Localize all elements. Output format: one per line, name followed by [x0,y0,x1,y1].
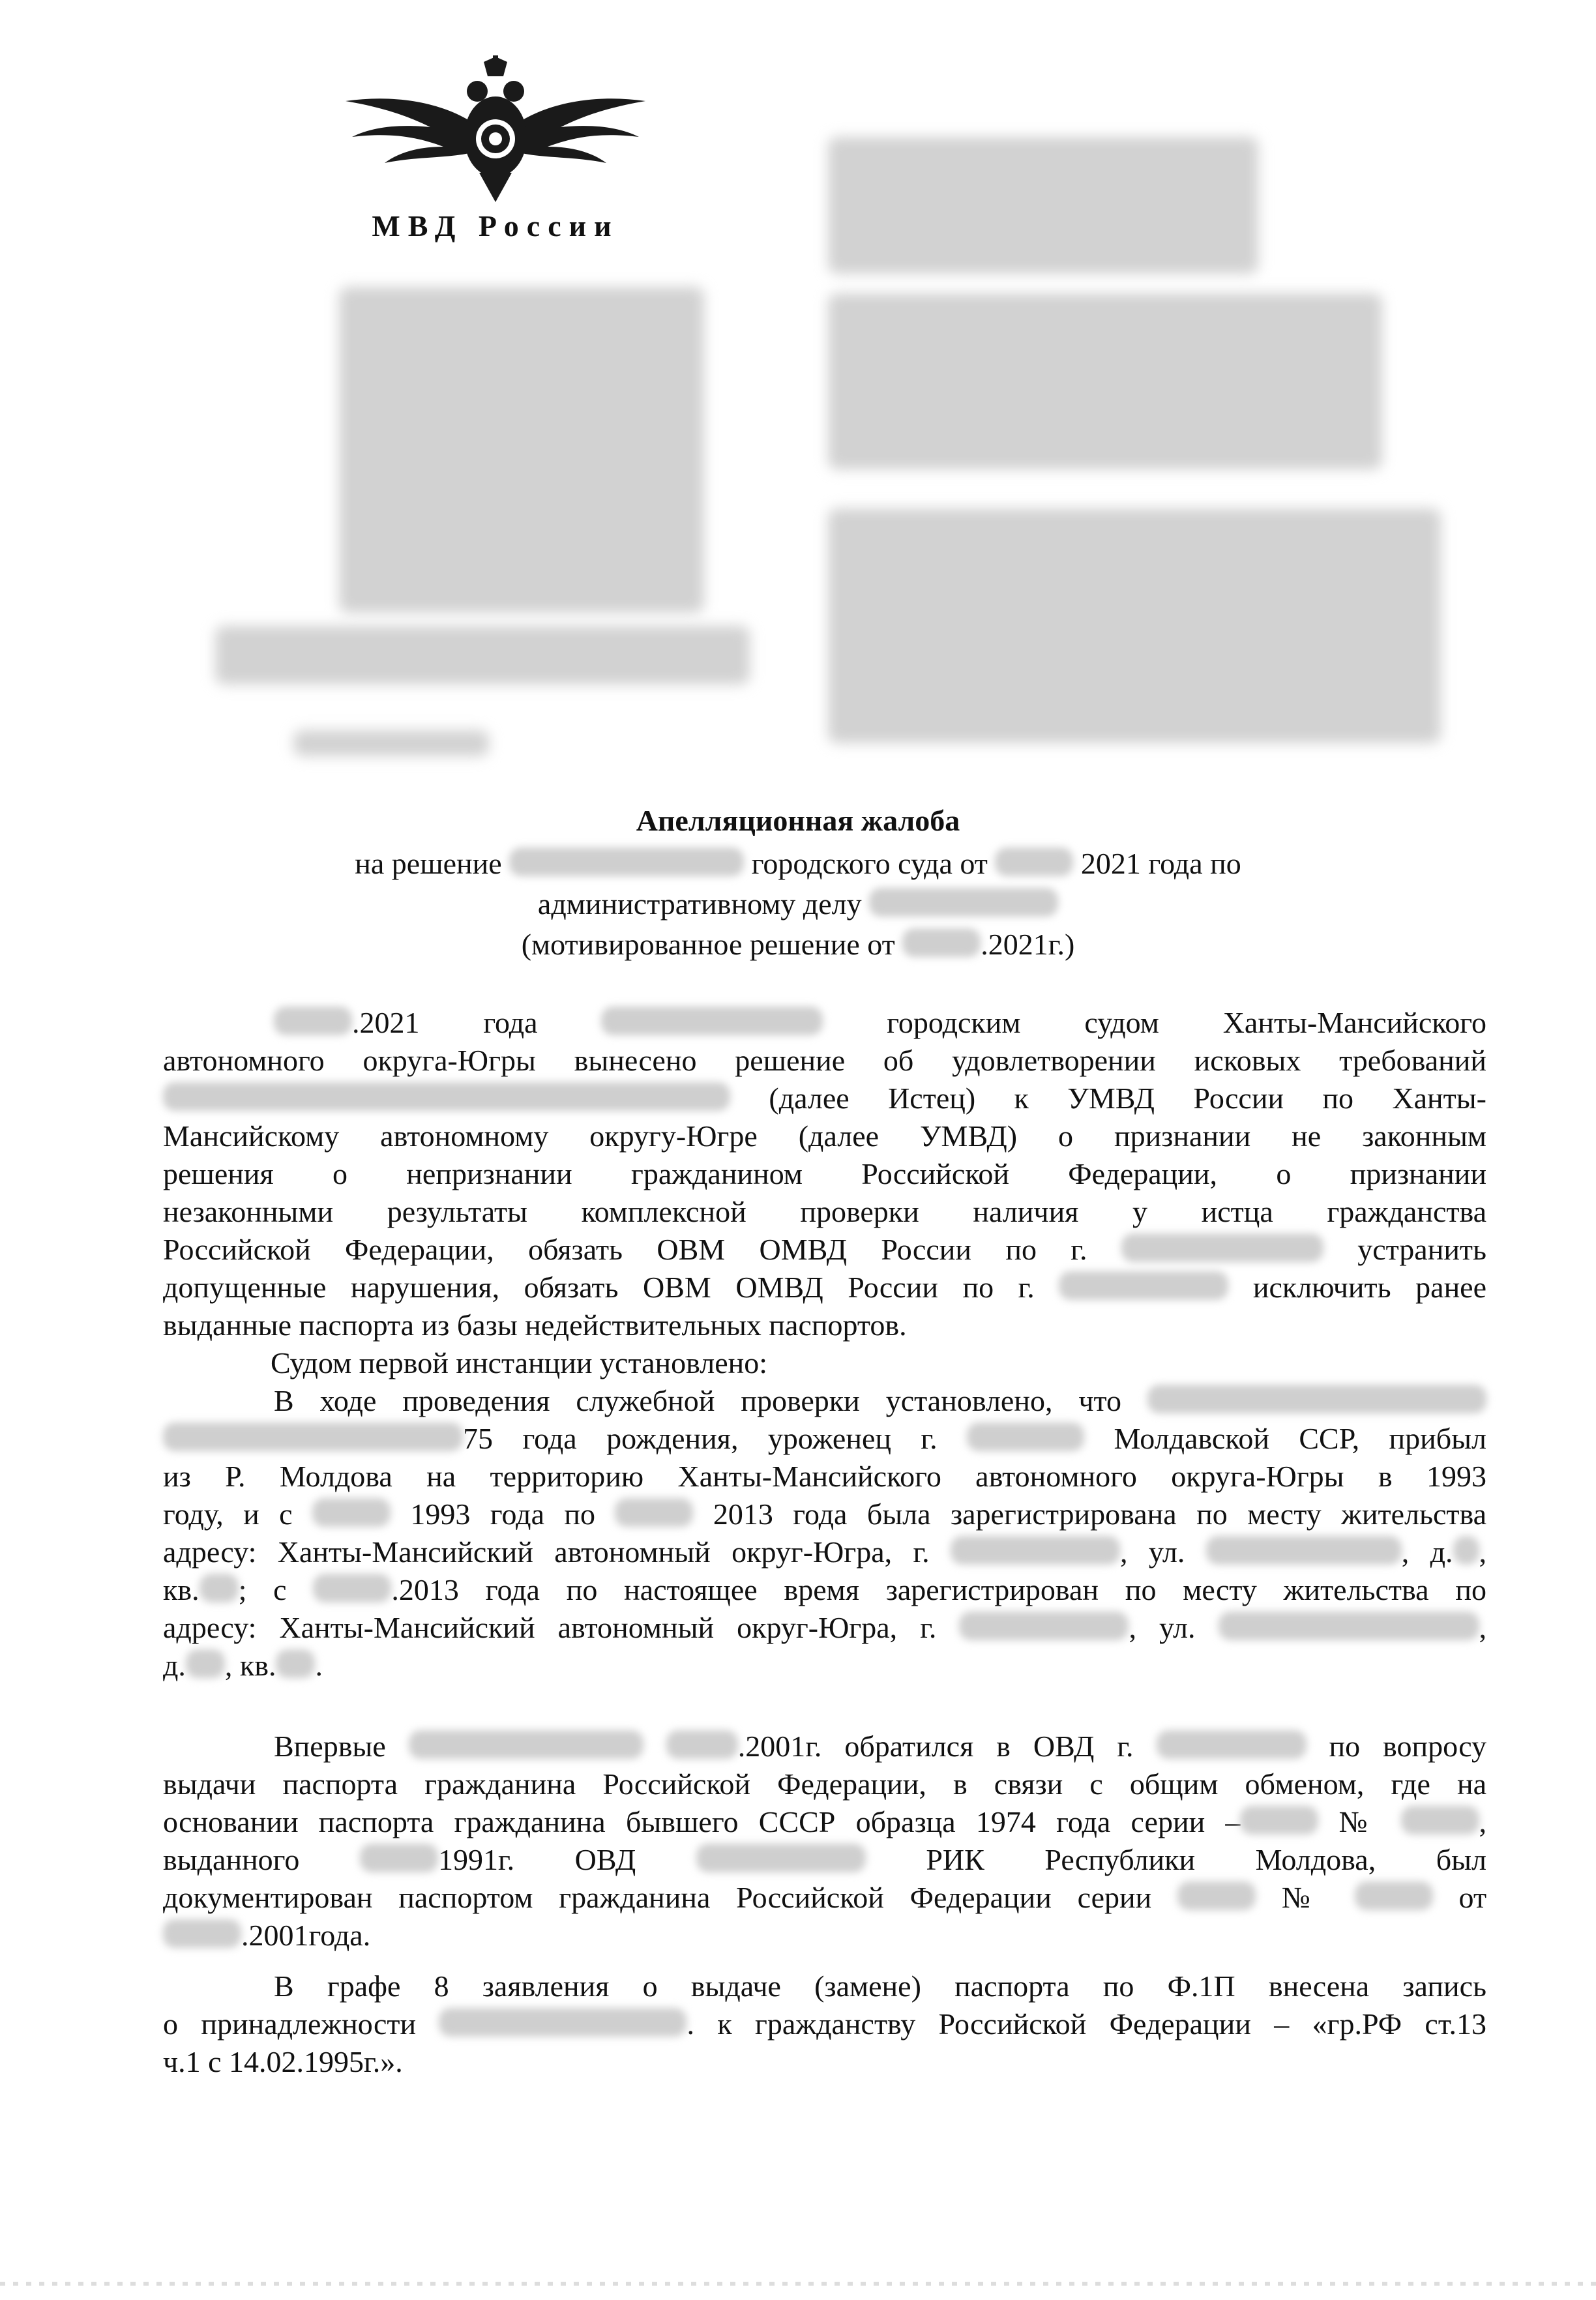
organization-name: МВД России [372,209,619,243]
title-line-2: на решение городского суда от 2021 года по [355,847,1241,880]
scan-edge-artifact [0,2282,1596,2286]
body-paragraph-5: В графе 8 заявления о выдаче (замене) паспорта по Ф.1П внесена запись о принадлежности . к гражданству Российской Федерации – «гр.РФ ст.13 ч.1 с 14.02.1995г.». [163,1969,1486,2078]
redacted-addressee-block [828,293,1382,469]
redacted-sender-block [339,287,704,613]
redacted-addressee-block [828,509,1441,743]
title-line-4: (мотивированное решение от .2021г.) [521,928,1075,961]
body-paragraph-1: .2021 года городским судом Ханты-Мансийского автономного округа-Югры вынесено решение об удовлетворении исковых требований (далее Истец) к УМВД России по Ханты- Мансийскому автономному округу-Югре (далее УМВД) о признании не законным решения о непризнании гражданином Российской Федерации, о признании незаконными результаты комплексной проверки наличия у истца гражданства Российской Федерации, обязать ОВМ ОМВД России по г. устранить допущенные нарушения, обязать ОВМ ОМВД России по г. исключить ранее выданные паспорта из базы недействительных паспортов. [163,1006,1487,1342]
redacted-sender-block [293,730,489,756]
body-paragraph-4: Впервые .2001г. обратился в ОВД г. по вопросу выдачи паспорта гражданина Российской Федерации, в связи с общим обменом, где на основании паспорта гражданина бывшего СССР образца 1974 года серии – № , выданного 1991г. ОВД РИК Республики Молдова, был документирован паспортом гражданина Российской Федерации серии № от .2001года. [163,1730,1487,1952]
redacted-sender-block [215,626,750,685]
title-line-3: административному делу [0,887,1596,921]
redacted-addressee-block [828,137,1258,274]
eagle-emblem-icon [339,55,652,205]
body-paragraph-2: Судом первой инстанции установлено: [271,1346,768,1379]
document-title: Апелляционная жалоба [636,804,960,837]
body-paragraph-3: В ходе проведения служебной проверки установлено, что 75 года рождения, уроженец г. Молдавской ССР, прибыл из Р. Молдова на территорию Ханты-Мансийского автономного округа-Югры в 1993 году, и с 1993 года по 2013 года была зарегистрирована по месту жительства адресу: Ханты-Мансийский автономный округ-Югра, г. , ул. , д. , кв. ; с .2013 года по настоящее время зарегистрирован по месту жительства по адресу: Ханты-Мансийский автономный округ-Югра, г. , ул. , д. , кв. . [163,1384,1487,1682]
